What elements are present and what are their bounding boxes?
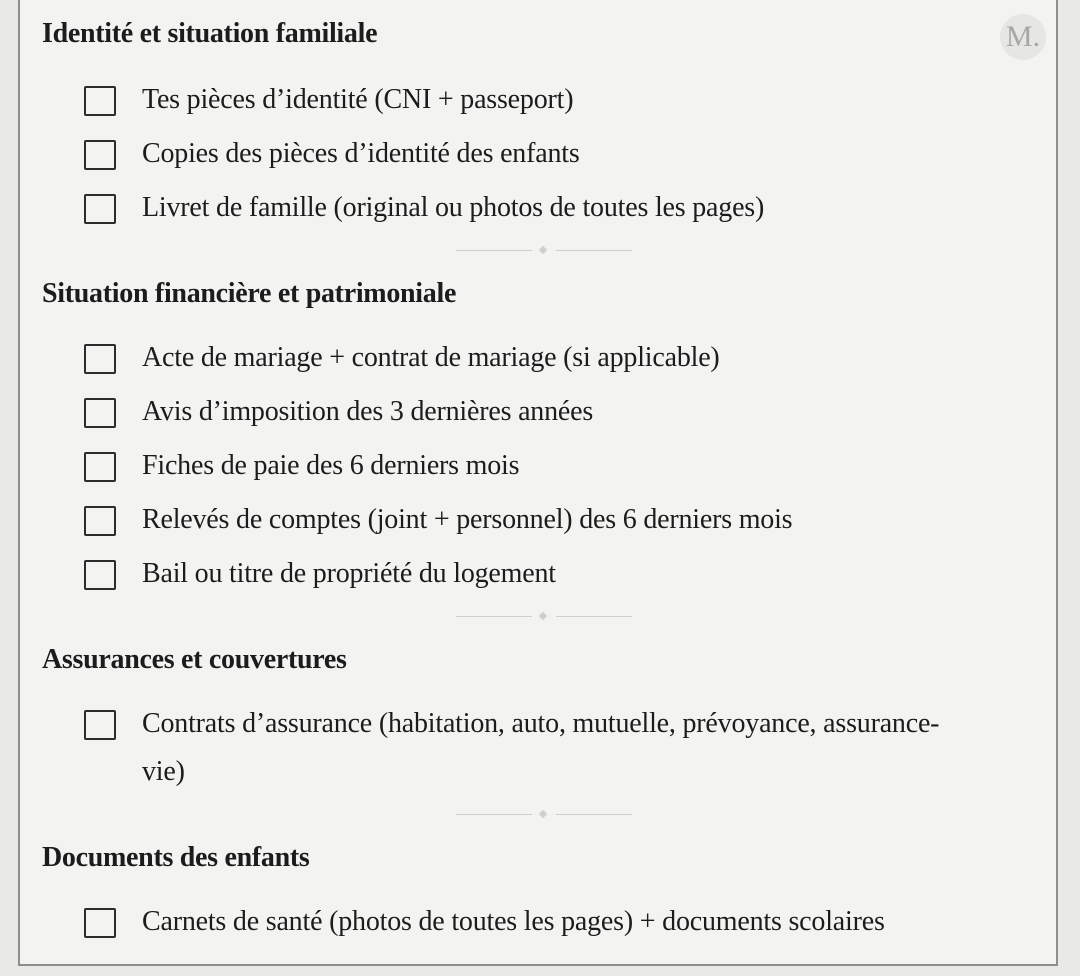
diamond-ornament-icon [539,612,547,620]
diamond-ornament-icon [539,246,547,254]
checklist-item-label: Bail ou titre de propriété du logement [142,558,556,589]
section-divider [456,246,632,256]
checkbox[interactable] [84,560,116,590]
checkbox[interactable] [84,344,116,374]
section-title-finances: Situation financière et patrimoniale [42,278,457,309]
checklist-item[interactable] [84,504,1024,539]
checklist-item[interactable] [84,192,1024,227]
checklist-item[interactable] [84,84,1024,119]
checklist-item[interactable] [84,558,1024,593]
diamond-ornament-icon [539,810,547,818]
section-title-identite: Identité et situation familiale [42,18,378,49]
checklist-item-label: Fiches de paie des 6 derniers mois [142,450,520,481]
checklist-item[interactable] [84,450,1024,485]
section-divider [456,810,632,820]
section-divider [456,612,632,622]
checklist-item-label: Acte de mariage + contrat de mariage (si applicable) [142,342,720,373]
checkbox[interactable] [84,908,116,938]
checkbox[interactable] [84,398,116,428]
section-title-enfants: Documents des enfants [42,842,310,873]
checklist-item-label: Contrats d’assurance (habitation, auto, mutuelle, prévoyance, assurance-vie) [142,708,940,787]
checklist-item-label: Copies des pièces d’identité des enfants [142,138,580,169]
checklist-item[interactable] [84,138,1024,173]
section-title-assurances: Assurances et couvertures [42,644,347,675]
checklist-item[interactable] [84,396,1024,431]
checkbox[interactable] [84,506,116,536]
checklist-page [18,0,1058,966]
checklist-item[interactable] [84,342,1024,377]
checklist-item-label: Avis d’imposition des 3 dernières années [142,396,594,427]
checklist-item[interactable] [84,708,1024,796]
checkbox[interactable] [84,452,116,482]
checklist-item-label: Carnets de santé (photos de toutes les pages) + documents scolaires [142,906,885,937]
checkbox[interactable] [84,86,116,116]
brand-logo: M. [1000,14,1046,60]
checklist-item-label: Livret de famille (original ou photos de toutes les pages) [142,192,765,223]
checklist-item[interactable] [84,906,1024,941]
checkbox[interactable] [84,140,116,170]
checklist-item-label: Tes pièces d’identité (CNI + passeport) [142,84,574,115]
checklist-item-label: Relevés de comptes (joint + personnel) des 6 derniers mois [142,504,793,535]
checkbox[interactable] [84,194,116,224]
checkbox[interactable] [84,710,116,740]
